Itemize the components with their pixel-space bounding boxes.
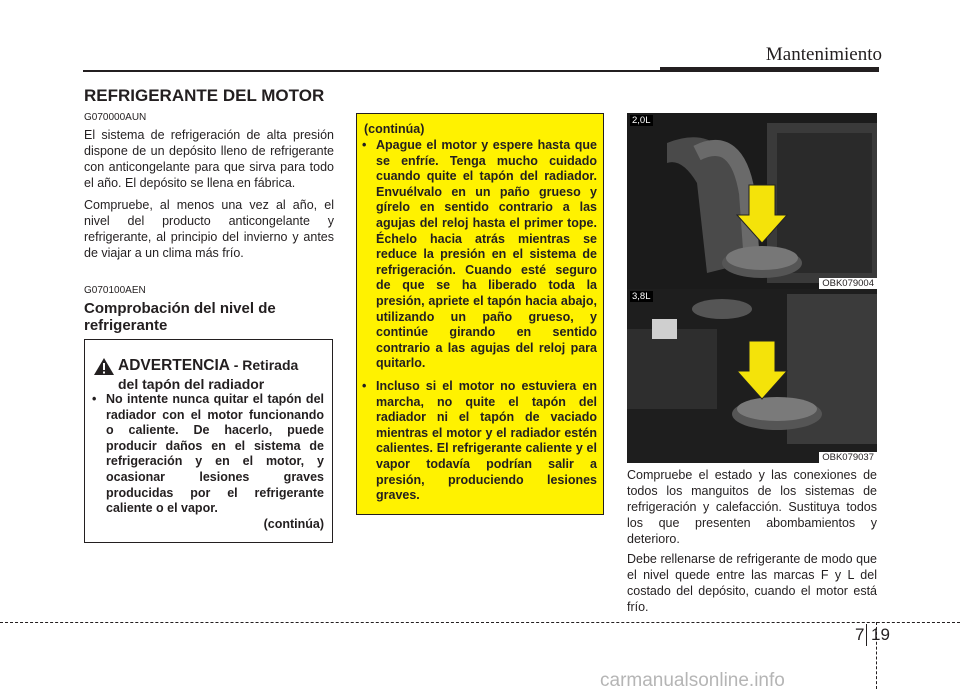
engine-illustration [627,113,877,289]
header-rule-accent [660,67,879,72]
bullet: • [92,392,97,406]
subsection-code: G070100AEN [84,285,146,296]
figure-code: OBK079037 [819,452,877,463]
warning-title-suffix: - Retirada [233,357,299,373]
paragraph: Debe rellenarse de refrigerante de modo que el nivel quede entre las marcas F y L del costado del depósito, cuando el motor está frío. [627,552,877,614]
bullet: • [362,138,367,152]
caution-item [362,138,597,372]
engine-label: 3,8L [632,291,651,302]
engine-photo-3-8l [627,289,877,463]
page-separator [866,624,867,646]
column-left [84,112,334,267]
warning-item [92,392,324,517]
warning-continued: (continúa) [263,517,324,531]
watermark: carmanualsonline.info [600,670,785,691]
column-right [627,467,877,619]
chapter-number: 7 [855,625,865,644]
engine-illustration [627,289,877,463]
paragraph: Compruebe el estado y las conexiones de todos los manguitos de los sistemas de refrigeración y calefacción. Sustituya todos los que presenten abombamientos y deterioro. [627,468,877,546]
warning-subtitle: del tapón del radiador [118,376,265,392]
footer-rule [0,622,960,623]
figure-code: OBK079004 [819,278,877,289]
caution-item-text: Apague el motor y espere hasta que se enfríe. Tenga mucho cuidado cuando quite el tapón del radiador. Envuélvalo en un paño grueso y gírelo en sentido contrario a las agujas del reloj hasta el primer tope. Échelo hacia atrás mientras se reduce la presión en el sistema de refrigeración. Cuando esté seguro de que se ha liberado toda la presión, apriete el tapón hacia abajo, utilizando un paño grueso, y continúe girando en sentido contrario a las agujas del reloj para quitarlo. [376,138,597,371]
section-code: G070000AUN [84,112,147,123]
caution-item [362,379,597,504]
section-title: REFRIGERANTE DEL MOTOR [84,86,325,105]
warning-title: ADVERTENCIA [118,357,230,374]
paragraph: Compruebe, al menos una vez al año, el nivel del producto anticongelante y refrigerante, al principio del invierno y antes de viajar a un clima más frío. [84,198,334,260]
warning-triangle-icon [93,357,115,376]
caution-item-text: Incluso si el motor no estuviera en marcha, no quite el tapón del radiador ni el tapón de vaciado mientras el motor y el radiador estén calientes. El refrigerante caliente y el vapor todavía podrían salir a presión, produciendo lesiones graves. [376,379,597,503]
paragraph: El sistema de refrigeración de alta presión dispone de un depósito lleno de refrigerante con anticongelante para que sirva para todo el año. El depósito se llena en fábrica. [84,128,334,190]
subsection-title: Comprobación del nivel de refrigerante [84,300,276,334]
engine-photo-2-0l [627,113,877,289]
bullet: • [362,379,367,393]
header-title: Mantenimiento [765,44,882,65]
caution-continued: (continúa) [364,122,425,136]
engine-label: 2,0L [632,115,651,126]
warning-item-text: No intente nunca quitar el tapón del radiador con el motor funcionando o caliente. De hacerlo, puede producir daños en el sistema de refrigeración y en el motor, y ocasionar lesiones graves producidas por el refrigerante caliente o el vapor. [106,392,324,516]
warning-heading [118,356,298,394]
page-number: 19 [871,625,890,644]
